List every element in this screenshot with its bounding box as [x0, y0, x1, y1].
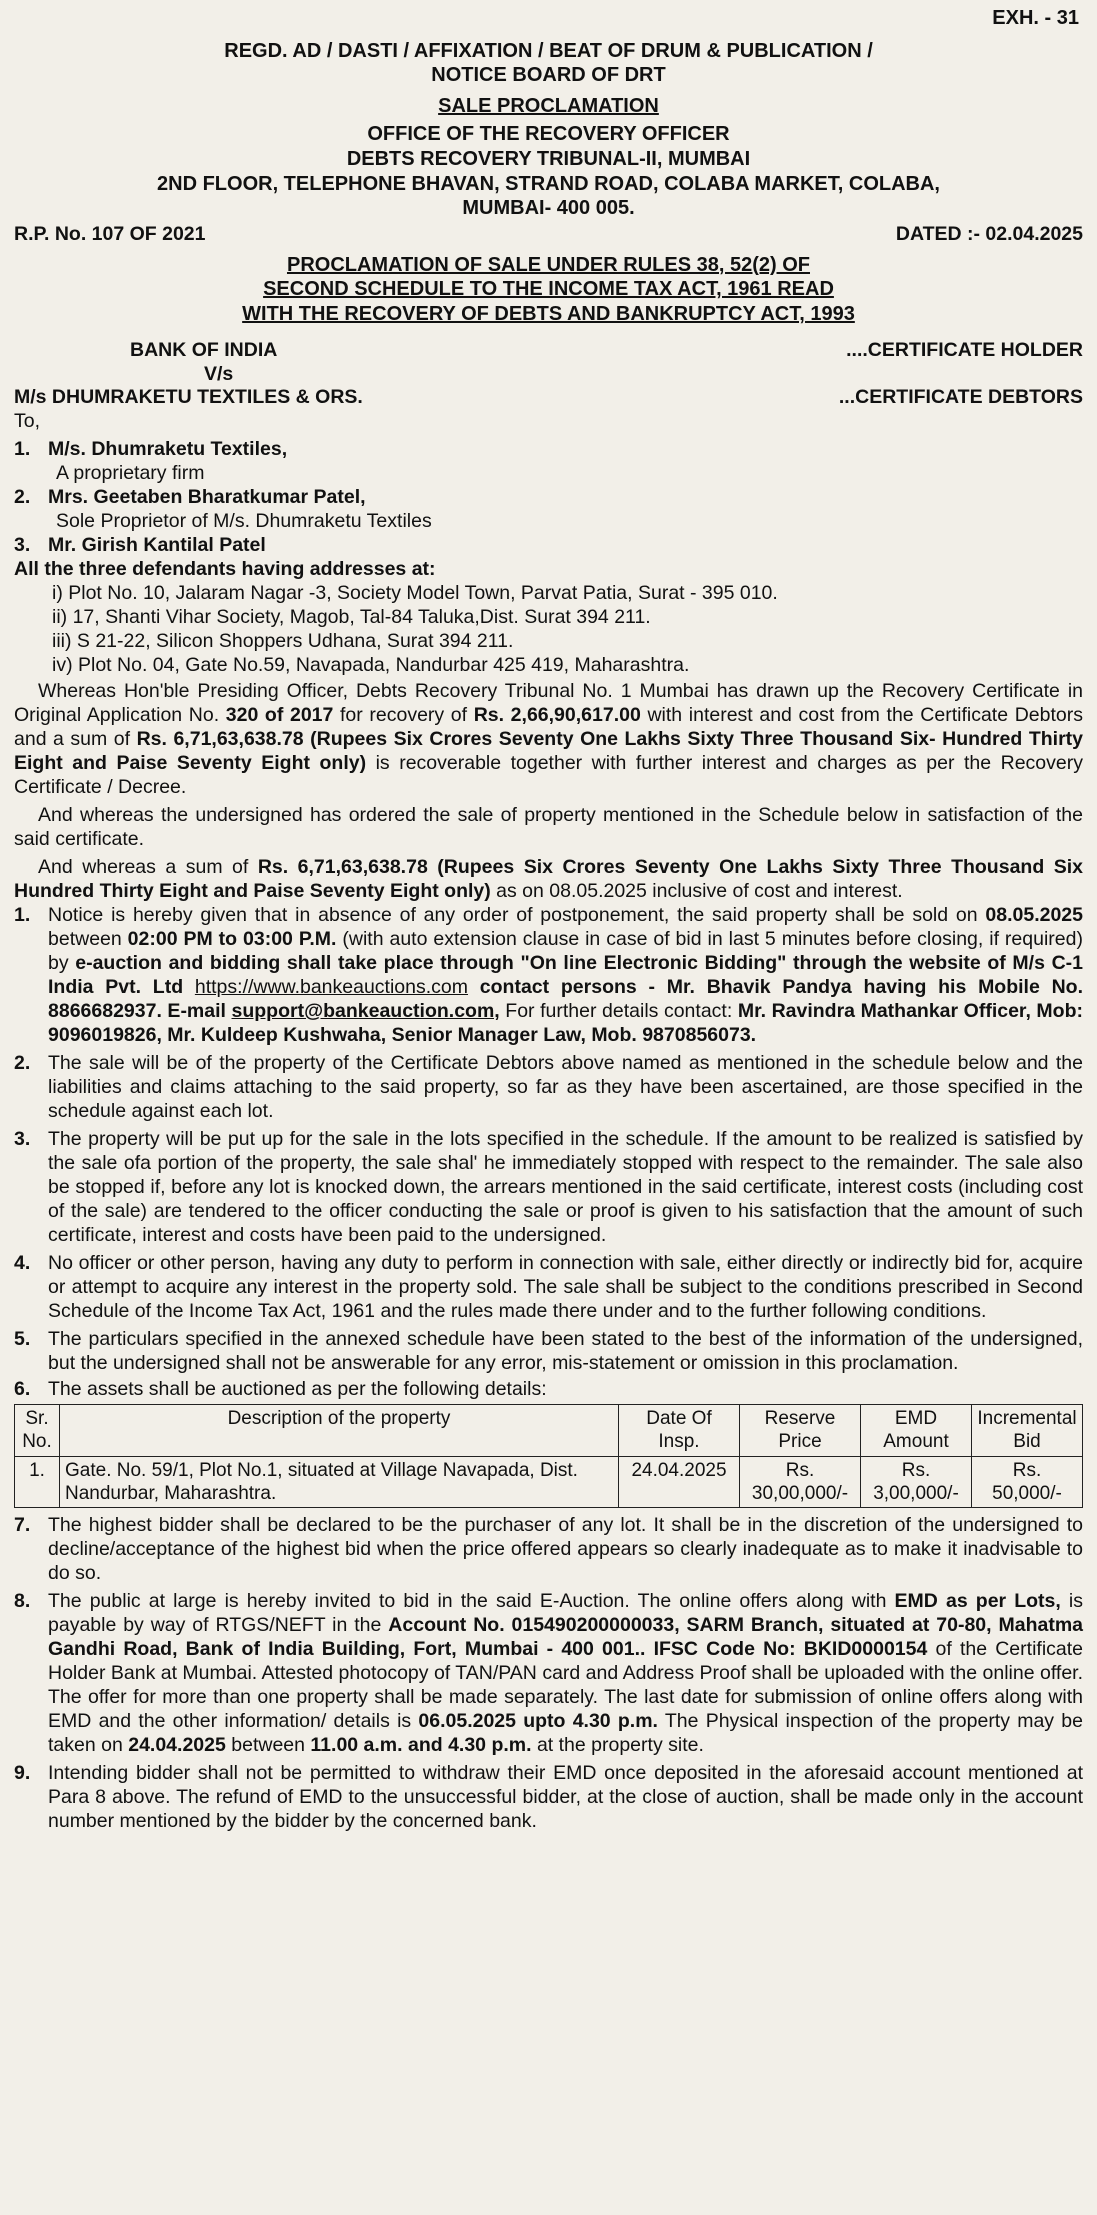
proclamation-heading-2: SECOND SCHEDULE TO THE INCOME TAX ACT, 1961 READ — [263, 278, 834, 301]
header-emd-amount: EMD Amount — [861, 1404, 972, 1456]
condition-item-8: 8. The public at large is hereby invited to bid in the said E-Auction. The online offers along with EMD as per Lots, is payable by way of RTGS/NEFT in the Account No. 015490200000033, SARM Branch, situated at 70-80, Mahatma Gandhi Road, Bank of India Building, Fort, Mumbai - 400 001.. IFSC Code No: BKID0000154 of the Certificate Holder Bank at Mumbai. Attested photocopy of TAN/PAN card and Address Proof shall be uploaded with the online offer. The offer for more than one property shall be made separately. The last date for submission of online offers along with EMD and the other information/ details is 06.05.2025 upto 4.30 p.m. The Physical inspection of the property may be taken on 24.04.2025 between 11.00 a.m. and 4.30 p.m. at the property site. — [14, 1590, 1084, 1757]
office-name: OFFICE OF THE RECOVERY OFFICER — [367, 123, 730, 146]
condition-item-2: 2. The sale will be of the property of the Certificate Debtors above named as mentioned in the schedule below and the liabilities and claims attaching to the said property, so far as they have been ascertained, are those specified in the schedule against each lot. — [14, 1052, 1083, 1123]
document-date: DATED :- 02.04.2025 — [895, 222, 1083, 245]
header-description: Description of the property — [60, 1404, 619, 1456]
recital-paragraph-3: And whereas a sum of Rs. 6,71,63,638.78 (Rupees Six Crores Seventy One Lakhs Sixty Three Thousand Six Hundred Thirty Eight and Paise Seventy Eight only) as on 08.05.2025 inclusive of cost and interest. — [14, 856, 1083, 903]
proclamation-heading-3: WITH THE RECOVERY OF DEBTS AND BANKRUPTCY ACT, 1993 — [242, 302, 855, 325]
rp-number: R.P. No. 107 OF 2021 — [14, 222, 206, 245]
defendant-description: A proprietary firm — [56, 462, 205, 485]
address-item: iii) S 21-22, Silicon Shoppers Udhana, Surat 394 211. — [52, 630, 514, 653]
certificate-holder-role: ....CERTIFICATE HOLDER — [846, 338, 1083, 361]
header-sr-no: Sr. No. — [15, 1404, 60, 1456]
defendant-description: Sole Proprietor of M/s. Dhumraketu Textiles — [56, 510, 432, 533]
certificate-holder-name: BANK OF INDIA — [130, 338, 278, 361]
header-incremental-bid: Incremental Bid — [972, 1404, 1083, 1456]
assets-table — [14, 1404, 1083, 1508]
certificate-debtor-role: ...CERTIFICATE DEBTORS — [838, 386, 1083, 409]
condition-item-3: 3. The property will be put up for the sale in the lots specified in the schedule. If the amount to be realized is satisfied by the sale ofa portion of the property, the sale shal' he immediately stopped with respect to the remainder. The sale also be stopped if, before any lot is knocked down, the arrears mentioned in the said certificate, interest costs (including cost of the sale) are tendered to the officer conducting the sale or proof is given to his satisfaction that the amount of such certificate, interest and costs have been paid to the undersigned. — [14, 1128, 1083, 1246]
defendant-item: 2. Mrs. Geetaben Bharatkumar Patel, — [14, 486, 366, 509]
header-reserve-price: Reserve Price — [740, 1404, 861, 1456]
defendant-name: Mrs. Geetaben Bharatkumar Patel, — [48, 486, 366, 509]
auction-website-link[interactable]: https://www.bankeauctions.com — [194, 976, 469, 999]
recital-paragraph-2: And whereas the undersigned has ordered the sale of property mentioned in the Schedule below in satisfaction of the said certificate. — [14, 804, 1083, 851]
office-city: MUMBAI- 400 005. — [462, 197, 635, 220]
condition-item-5: 5. The particulars specified in the annexed schedule have been stated to the best of the information of the undersigned, but the undersigned shall not be answerable for any error, mis-statement or omission in this proclamation. — [14, 1327, 1083, 1374]
notice-board-line: NOTICE BOARD OF DRT — [431, 64, 666, 87]
defendant-list — [14, 438, 1083, 558]
to-line: To, — [14, 410, 41, 433]
condition-item-1: 1. Notice is hereby given that in absence of any order of postponement, the said property shall be sold on 08.05.2025 between 02:00 PM to 03:00 P.M. (with auto extension clause in case of bid in last 5 minutes before closing, if required) by e-auction and bidding shall take place through "On line Electronic Bidding" through the website of M/s C-1 India Pvt. Ltd https://www.bankeauctions.com contact persons - Mr. Bhavik Pandya having his Mobile No. 8866682937. E-mail support@bankeauction.com, For further details contact: Mr. Ravindra Mathankar Officer, Mob: 9096019826, Mr. Kuldeep Kushwaha, Senior Manager Law, Mob. 9870856073. — [14, 904, 1084, 1047]
table-row: 1. Gate. No. 59/1, Plot No.1, situated at Village Navapada, Dist. Nandurbar, Maharashtra. 24.04.2025 Rs. 30,00,000/- Rs. 3,00,000/- Rs. 50,000/- — [15, 1456, 1083, 1508]
support-email-link[interactable]: support@bankeauction.com, — [231, 1000, 500, 1023]
recital-paragraph-1: Whereas Hon'ble Presiding Officer, Debts Recovery Tribunal No. 1 Mumbai has drawn up the Recovery Certificate in Original Application No. 320 of 2017 for recovery of Rs. 2,66,90,617.00 with interest and cost from the Certificate Debtors and a sum of Rs. 6,71,63,638.78 (Rupees Six Crores Seventy One Lakhs Sixty Three Thousand Six- Hundred Thirty Eight and Paise Seventy Eight only) is recoverable together with further interest and charges as per the Recovery Certificate / Decree. — [14, 680, 1083, 799]
address-item: ii) 17, Shanti Vihar Society, Magob, Tal-84 Taluka,Dist. Surat 394 211. — [52, 606, 651, 629]
address-heading: All the three defendants having addresses at: — [14, 558, 436, 581]
defendant-item: 1. M/s. Dhumraketu Textiles, — [14, 438, 288, 461]
address-item: iv) Plot No. 04, Gate No.59, Navapada, Nandurbar 425 419, Maharashtra. — [52, 654, 690, 677]
condition-item-6: 6. The assets shall be auctioned as per the following details: — [14, 1377, 547, 1400]
condition-item-4: 4. No officer or other person, having any duty to perform in connection with sale, either directly or indirectly bid for, acquire or attempt to acquire any interest in the property sold. The sale shall be subject to the conditions prescribed in Second Schedule of the Income Tax Act, 1961 and the rules made there under and to the further following conditions. — [14, 1251, 1083, 1322]
address-item: i) Plot No. 10, Jalaram Nagar -3, Society Model Town, Parvat Patia, Surat - 395 010. — [52, 582, 778, 605]
condition-item-7: 7. The highest bidder shall be declared to be the purchaser of any lot. It shall be in the discretion of the undersigned to decline/acceptance of the highest bid when the price offered appears so clearly inadequate as to make it inadvisable to do so. — [14, 1514, 1083, 1585]
condition-item-9: 9. Intending bidder shall not be permitted to withdraw their EMD once deposited in the aforesaid account mentioned at Para 8 above. The refund of EMD to the unsuccessful bidder, at the close of auction, shall be made only in the account number mentioned by the bidder by the concerned bank. — [14, 1762, 1083, 1833]
office-address: 2ND FLOOR, TELEPHONE BHAVAN, STRAND ROAD, COLABA MARKET, COLABA, — [157, 172, 940, 195]
certificate-debtor-name: M/s DHUMRAKETU TEXTILES & ORS. — [14, 386, 363, 409]
versus: V/s — [204, 362, 234, 385]
header-date-of-insp: Date Of Insp. — [619, 1404, 740, 1456]
exhibit-number: EXH. - 31 — [992, 7, 1079, 29]
document-title: SALE PROCLAMATION — [438, 94, 659, 117]
defendant-item: 3. Mr. Girish Kantilal Patel — [14, 534, 266, 557]
table-header-row — [15, 1404, 1083, 1456]
delivery-mode-line: REGD. AD / DASTI / AFFIXATION / BEAT OF DRUM & PUBLICATION / — [224, 39, 873, 62]
defendant-name: M/s. Dhumraketu Textiles, — [48, 438, 288, 461]
defendant-name: Mr. Girish Kantilal Patel — [48, 534, 266, 557]
tribunal-name: DEBTS RECOVERY TRIBUNAL-II, MUMBAI — [346, 147, 751, 170]
proclamation-heading-1: PROCLAMATION OF SALE UNDER RULES 38, 52(2) OF — [286, 253, 810, 276]
